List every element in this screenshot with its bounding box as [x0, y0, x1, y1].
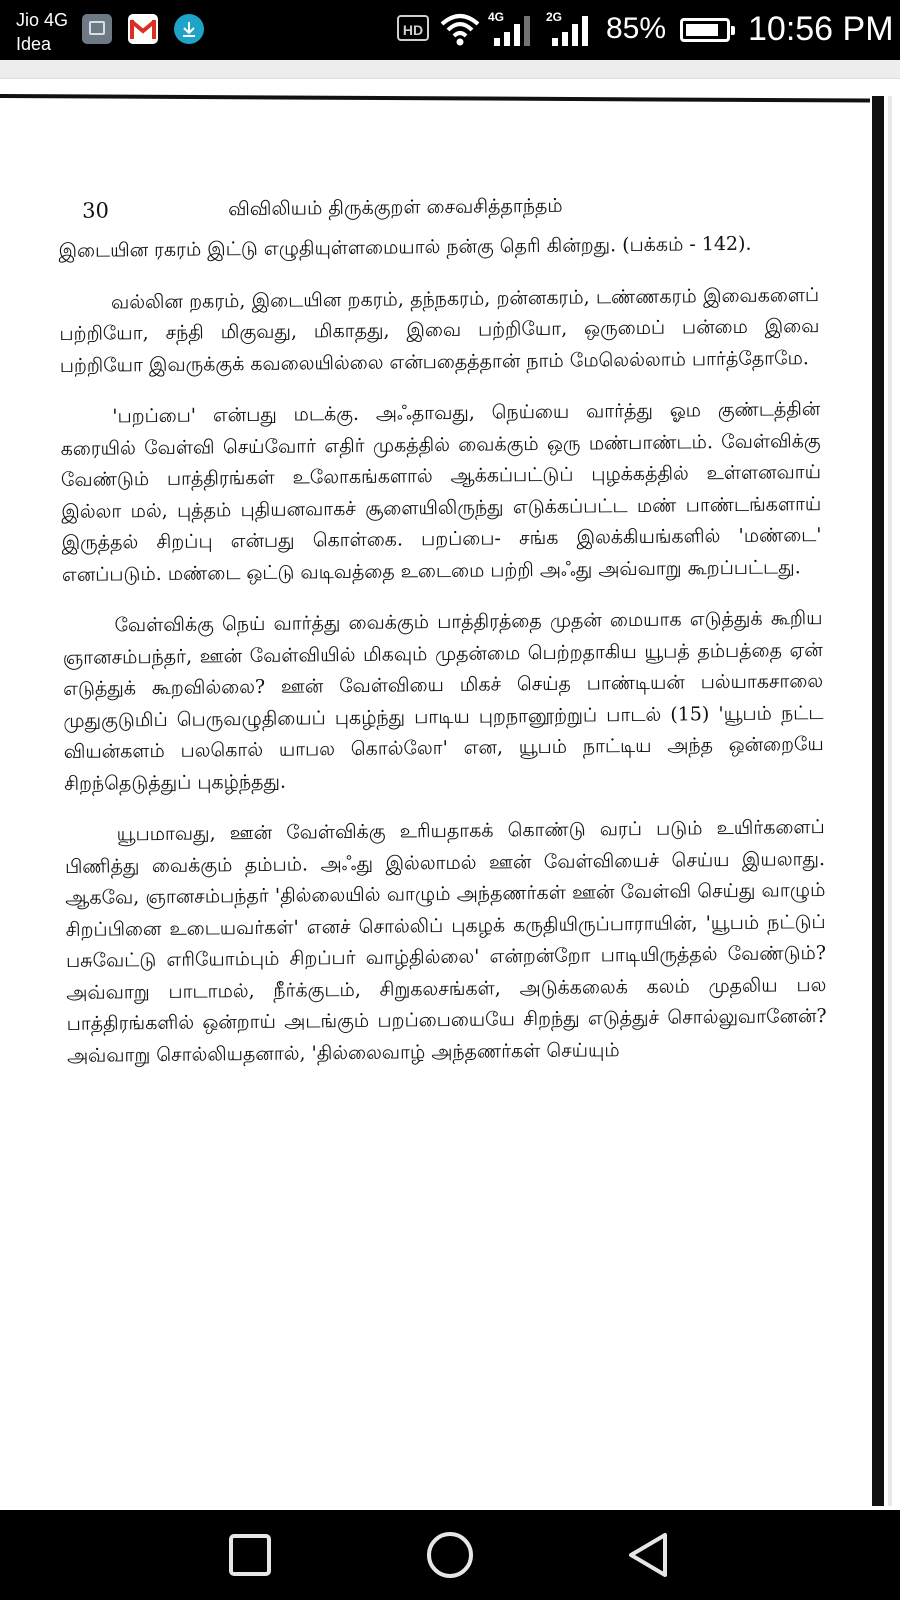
- scan-top-border: [0, 94, 870, 103]
- scan-margin: [888, 96, 892, 1506]
- paragraph: இடையின ரகரம் இட்டு எழுதியுள்ளமையால் நன்கு தெரி கின்றது. (பக்கம் - 142).: [58, 232, 752, 262]
- home-circle-icon[interactable]: [425, 1530, 475, 1580]
- document-page[interactable]: [0, 86, 900, 1510]
- paragraph: வல்லின றகரம், இடையின றகரம், தந்நகரம், றன்னகரம், டண்ணகரம் இவைகளைப் பற்றியோ, சந்தி மிகுவது, மிகாதது, இவை பற்றியோ, ஒருமைப் பன்மை இவை பற்றியோ இவருக்குக் கவலையில்லை என்பதைத்தான் நாம் மேலெல்லாம் பார்த்தோமே.: [59, 283, 820, 377]
- paragraph: யூபமாவது, ஊன் வேள்விக்கு உரியதாகக் கொண்டு வரப் படும் உயிர்களைப் பிணித்து வைக்கும் தம்பம். அஃது இல்லாமல் ஊன் வேள்வியைச் செய்ய இயலாது. ஆகவே, ஞானசம்பந்தர் 'தில்லையில் வாழும் அந்தணர்கள் ஊன் வேள்வி செய்து வாழும் சிறப்பினை உடையவர்கள்' எனச் சொல்லிப் புகழக் கருதியிருப்பாராயின், 'யூபம் நட்டுப் பசுவேட்டு எரியோம்பும் சிறப்பர் வாழ்தில்லை' என்றன்றோ பாடியிருத்தல் வேண்டும்? அவ்வாறு பாடாமல், நீர்க்குடம், சிறுகலசங்கள், அடுக்கலைக் கலம் முதலிய பல பாத்திரங்களில் ஒன்றாய் அடங்கும் பறப்பையையே சிறந்து எடுத்துச் சொல்லுவானேன்? அவ்வாறு சொல்லியதனால், 'தில்லைவாழ் அந்தணர்கள் செய்யும்: [64, 816, 827, 1067]
- carrier-secondary: Idea: [16, 34, 52, 54]
- paragraph: வேள்விக்கு நெய் வார்த்து வைக்கும் பாத்திரத்தை முதன் மையாக எடுத்துக் கூறிய ஞானசம்பந்தர், ஊன் வேள்வியில் மிகவும் முதன்மை பெற்றதாகிய யூபத் தம்பத்தை ஏன் எடுத்துக் கூறவில்லை? ஊன் வேள்வியை மிகச் செய்த பாண்டியன் பல்யாகசாலை முதுகுடுமிப் பெருவழுதியைப் புகழ்ந்து பாடிய புறநானூற்றுப் பாடல் (15) 'யூபம் நட்ட வியன்களம் பலகொல் யாபல கொல்லோ' என, யூபம் நாட்டிய அந்த ஒன்றையே சிறந்தெடுத்துப் புகழ்ந்தது.: [62, 607, 824, 795]
- battery-fill: [686, 24, 718, 36]
- app-toolbar: [0, 60, 900, 79]
- wifi-icon: [440, 12, 480, 46]
- clock: 10:56 PM: [748, 10, 894, 48]
- paragraph: 'பறப்பை' என்பது மடக்கு. அஃதாவது, நெய்யை வார்த்து ஓம குண்டத்தின் கரையில் வேள்வி செய்வோர் எதிர் முகத்தில் வைக்கும் ஒரு மண்பாண்டம். வேள்விக்கு வேண்டும் பாத்திரங்கள் உலோகங்களால் ஆக்கப்பட்டுப் புழக்கத்தில் உள்ளனவாய் இல்லா மல், புத்தம் புதியனவாகச் சூளையிலிருந்து எடுக்கப்பட்ட மண் பாண்டங்களாய் இருத்தல் சிறப்பு என்பது கொள்கை. பறப்பை- சங்க இலக்கியங்களில் 'மண்டை' எனப்படும். மண்டை ஒட்டு வடிவத்தை உடைமை பற்றி அஃது அவ்வாறு கூறப்பட்டது.: [60, 398, 822, 586]
- battery-icon: [680, 18, 730, 42]
- carrier-primary: Jio 4G: [16, 10, 69, 30]
- carrier-info: [16, 8, 68, 56]
- gmail-notification-icon: [128, 14, 158, 44]
- hd-voice-icon: HD: [397, 15, 429, 41]
- signal-2g-icon: 2G: [546, 10, 602, 54]
- page-header: [58, 188, 818, 236]
- recents-square-icon[interactable]: [225, 1530, 275, 1580]
- document-text: [58, 188, 827, 1092]
- scan-right-edge: [872, 96, 884, 1506]
- signal-4g-icon: 4G: [488, 10, 538, 54]
- status-bar: [0, 0, 900, 60]
- back-triangle-icon[interactable]: [625, 1530, 675, 1580]
- gallery-notification-icon: [82, 14, 112, 44]
- running-title: விவிலியம் திருக்குறள் சைவசித்தாந்தம்: [228, 194, 563, 221]
- battery-percentage: 85%: [606, 12, 667, 45]
- navigation-bar: [0, 1510, 900, 1600]
- page-number: 30: [82, 198, 110, 223]
- download-notification-icon: [174, 14, 204, 44]
